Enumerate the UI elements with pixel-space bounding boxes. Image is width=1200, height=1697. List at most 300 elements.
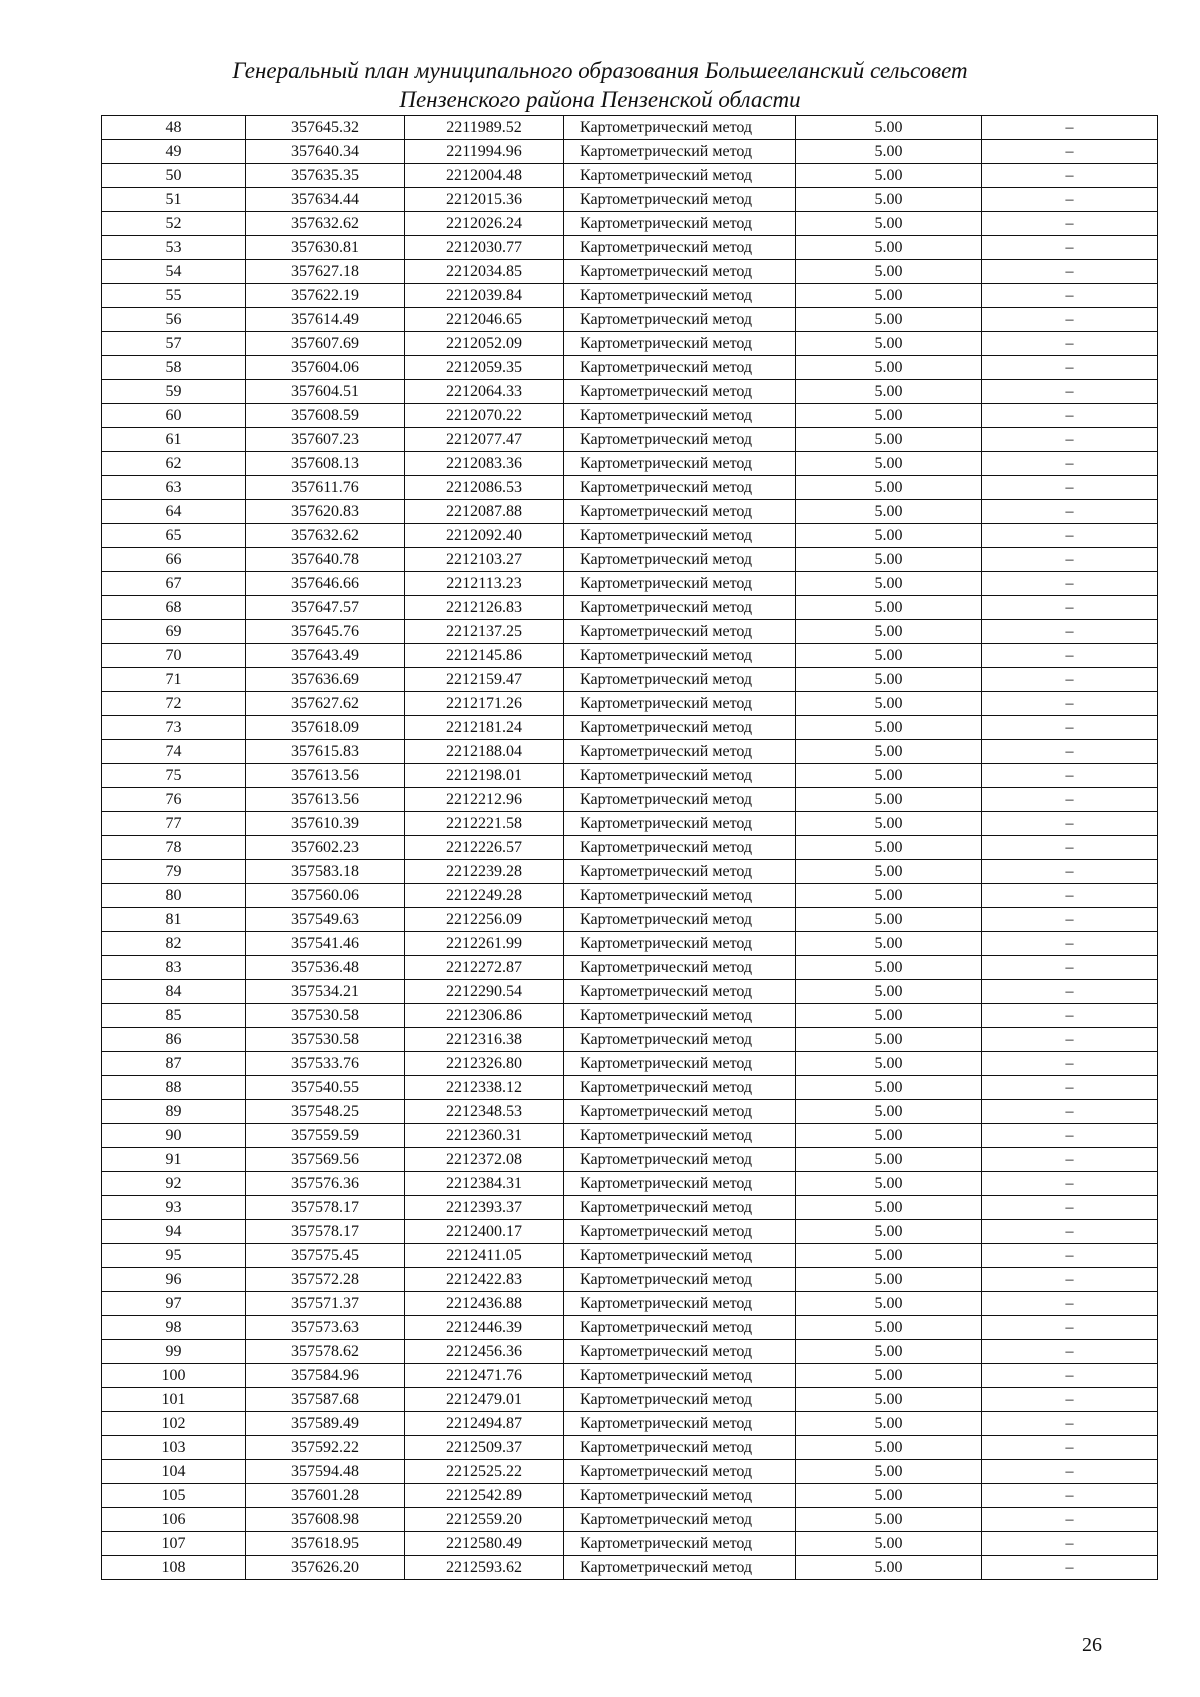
y-coordinate-cell: 2212436.88 <box>405 1292 564 1316</box>
accuracy-cell: 5.00 <box>796 332 982 356</box>
point-number-cell: 52 <box>102 212 246 236</box>
y-coordinate-cell: 2212256.09 <box>405 908 564 932</box>
method-cell: Картометрический метод <box>564 332 796 356</box>
method-cell: Картометрический метод <box>564 620 796 644</box>
point-number-cell: 97 <box>102 1292 246 1316</box>
accuracy-cell: 5.00 <box>796 380 982 404</box>
x-coordinate-cell: 357615.83 <box>246 740 405 764</box>
x-coordinate-cell: 357647.57 <box>246 596 405 620</box>
method-cell: Картометрический метод <box>564 524 796 548</box>
note-cell: – <box>982 1364 1158 1388</box>
method-cell: Картометрический метод <box>564 1028 796 1052</box>
note-cell: – <box>982 692 1158 716</box>
point-number-cell: 54 <box>102 260 246 284</box>
point-number-cell: 99 <box>102 1340 246 1364</box>
x-coordinate-cell: 357632.62 <box>246 524 405 548</box>
table-row <box>102 860 1158 884</box>
y-coordinate-cell: 2212034.85 <box>405 260 564 284</box>
note-cell: – <box>982 1484 1158 1508</box>
y-coordinate-cell: 2212411.05 <box>405 1244 564 1268</box>
accuracy-cell: 5.00 <box>796 956 982 980</box>
x-coordinate-cell: 357645.76 <box>246 620 405 644</box>
point-number-cell: 102 <box>102 1412 246 1436</box>
accuracy-cell: 5.00 <box>796 116 982 140</box>
accuracy-cell: 5.00 <box>796 860 982 884</box>
method-cell: Картометрический метод <box>564 572 796 596</box>
accuracy-cell: 5.00 <box>796 572 982 596</box>
accuracy-cell: 5.00 <box>796 308 982 332</box>
point-number-cell: 67 <box>102 572 246 596</box>
table-row <box>102 644 1158 668</box>
point-number-cell: 64 <box>102 500 246 524</box>
y-coordinate-cell: 2212083.36 <box>405 452 564 476</box>
note-cell: – <box>982 1532 1158 1556</box>
point-number-cell: 105 <box>102 1484 246 1508</box>
x-coordinate-cell: 357640.78 <box>246 548 405 572</box>
accuracy-cell: 5.00 <box>796 1196 982 1220</box>
table-row <box>102 1076 1158 1100</box>
method-cell: Картометрический метод <box>564 1052 796 1076</box>
x-coordinate-cell: 357583.18 <box>246 860 405 884</box>
method-cell: Картометрический метод <box>564 1076 796 1100</box>
x-coordinate-cell: 357571.37 <box>246 1292 405 1316</box>
point-number-cell: 88 <box>102 1076 246 1100</box>
table-row <box>102 956 1158 980</box>
point-number-cell: 48 <box>102 116 246 140</box>
accuracy-cell: 5.00 <box>796 1508 982 1532</box>
x-coordinate-cell: 357645.32 <box>246 116 405 140</box>
method-cell: Картометрический метод <box>564 1100 796 1124</box>
table-row <box>102 236 1158 260</box>
method-cell: Картометрический метод <box>564 164 796 188</box>
point-number-cell: 75 <box>102 764 246 788</box>
accuracy-cell: 5.00 <box>796 1028 982 1052</box>
note-cell: – <box>982 860 1158 884</box>
note-cell: – <box>982 524 1158 548</box>
method-cell: Картометрический метод <box>564 1124 796 1148</box>
table-row <box>102 1100 1158 1124</box>
x-coordinate-cell: 357589.49 <box>246 1412 405 1436</box>
point-number-cell: 95 <box>102 1244 246 1268</box>
note-cell: – <box>982 1220 1158 1244</box>
y-coordinate-cell: 2212542.89 <box>405 1484 564 1508</box>
y-coordinate-cell: 2212338.12 <box>405 1076 564 1100</box>
x-coordinate-cell: 357578.17 <box>246 1220 405 1244</box>
accuracy-cell: 5.00 <box>796 236 982 260</box>
point-number-cell: 51 <box>102 188 246 212</box>
x-coordinate-cell: 357611.76 <box>246 476 405 500</box>
point-number-cell: 90 <box>102 1124 246 1148</box>
method-cell: Картометрический метод <box>564 404 796 428</box>
table-row <box>102 1436 1158 1460</box>
method-cell: Картометрический метод <box>564 1484 796 1508</box>
note-cell: – <box>982 1388 1158 1412</box>
accuracy-cell: 5.00 <box>796 140 982 164</box>
accuracy-cell: 5.00 <box>796 692 982 716</box>
accuracy-cell: 5.00 <box>796 1388 982 1412</box>
header-title-line-2: Пензенского района Пензенской области <box>399 87 801 112</box>
y-coordinate-cell: 2212064.33 <box>405 380 564 404</box>
y-coordinate-cell: 2212004.48 <box>405 164 564 188</box>
y-coordinate-cell: 2212039.84 <box>405 284 564 308</box>
x-coordinate-cell: 357643.49 <box>246 644 405 668</box>
accuracy-cell: 5.00 <box>796 452 982 476</box>
table-row <box>102 932 1158 956</box>
table-row <box>102 188 1158 212</box>
point-number-cell: 101 <box>102 1388 246 1412</box>
point-number-cell: 92 <box>102 1172 246 1196</box>
method-cell: Картометрический метод <box>564 116 796 140</box>
point-number-cell: 79 <box>102 860 246 884</box>
accuracy-cell: 5.00 <box>796 1244 982 1268</box>
method-cell: Картометрический метод <box>564 788 796 812</box>
y-coordinate-cell: 2212494.87 <box>405 1412 564 1436</box>
table-row <box>102 1148 1158 1172</box>
x-coordinate-cell: 357578.62 <box>246 1340 405 1364</box>
note-cell: – <box>982 572 1158 596</box>
point-number-cell: 103 <box>102 1436 246 1460</box>
table-row <box>102 764 1158 788</box>
note-cell: – <box>982 188 1158 212</box>
note-cell: – <box>982 1004 1158 1028</box>
point-number-cell: 98 <box>102 1316 246 1340</box>
x-coordinate-cell: 357607.69 <box>246 332 405 356</box>
x-coordinate-cell: 357534.21 <box>246 980 405 1004</box>
accuracy-cell: 5.00 <box>796 1436 982 1460</box>
accuracy-cell: 5.00 <box>796 788 982 812</box>
y-coordinate-cell: 2212159.47 <box>405 668 564 692</box>
x-coordinate-cell: 357540.55 <box>246 1076 405 1100</box>
note-cell: – <box>982 956 1158 980</box>
table-row <box>102 1532 1158 1556</box>
method-cell: Картометрический метод <box>564 668 796 692</box>
method-cell: Картометрический метод <box>564 956 796 980</box>
table-row <box>102 596 1158 620</box>
method-cell: Картометрический метод <box>564 380 796 404</box>
method-cell: Картометрический метод <box>564 740 796 764</box>
method-cell: Картометрический метод <box>564 140 796 164</box>
accuracy-cell: 5.00 <box>796 620 982 644</box>
x-coordinate-cell: 357592.22 <box>246 1436 405 1460</box>
point-number-cell: 57 <box>102 332 246 356</box>
accuracy-cell: 5.00 <box>796 164 982 188</box>
method-cell: Картометрический метод <box>564 1388 796 1412</box>
y-coordinate-cell: 2212384.31 <box>405 1172 564 1196</box>
accuracy-cell: 5.00 <box>796 1172 982 1196</box>
document-header <box>100 56 1100 114</box>
method-cell: Картометрический метод <box>564 812 796 836</box>
accuracy-cell: 5.00 <box>796 836 982 860</box>
x-coordinate-cell: 357575.45 <box>246 1244 405 1268</box>
point-number-cell: 94 <box>102 1220 246 1244</box>
y-coordinate-cell: 2212087.88 <box>405 500 564 524</box>
method-cell: Картометрический метод <box>564 1556 796 1580</box>
method-cell: Картометрический метод <box>564 1364 796 1388</box>
point-number-cell: 80 <box>102 884 246 908</box>
note-cell: – <box>982 740 1158 764</box>
table-row <box>102 1196 1158 1220</box>
method-cell: Картометрический метод <box>564 1460 796 1484</box>
point-number-cell: 53 <box>102 236 246 260</box>
x-coordinate-cell: 357573.63 <box>246 1316 405 1340</box>
x-coordinate-cell: 357608.59 <box>246 404 405 428</box>
x-coordinate-cell: 357601.28 <box>246 1484 405 1508</box>
method-cell: Картометрический метод <box>564 1196 796 1220</box>
accuracy-cell: 5.00 <box>796 500 982 524</box>
point-number-cell: 60 <box>102 404 246 428</box>
note-cell: – <box>982 476 1158 500</box>
method-cell: Картометрический метод <box>564 260 796 284</box>
method-cell: Картометрический метод <box>564 1292 796 1316</box>
accuracy-cell: 5.00 <box>796 1268 982 1292</box>
note-cell: – <box>982 1436 1158 1460</box>
table-row <box>102 1172 1158 1196</box>
note-cell: – <box>982 236 1158 260</box>
coordinates-table <box>101 115 1158 1580</box>
table-row <box>102 1556 1158 1580</box>
point-number-cell: 65 <box>102 524 246 548</box>
y-coordinate-cell: 2212360.31 <box>405 1124 564 1148</box>
y-coordinate-cell: 2212446.39 <box>405 1316 564 1340</box>
y-coordinate-cell: 2212348.53 <box>405 1100 564 1124</box>
accuracy-cell: 5.00 <box>796 260 982 284</box>
note-cell: – <box>982 716 1158 740</box>
method-cell: Картометрический метод <box>564 764 796 788</box>
point-number-cell: 89 <box>102 1100 246 1124</box>
x-coordinate-cell: 357541.46 <box>246 932 405 956</box>
method-cell: Картометрический метод <box>564 1532 796 1556</box>
x-coordinate-cell: 357607.23 <box>246 428 405 452</box>
y-coordinate-cell: 2212026.24 <box>405 212 564 236</box>
accuracy-cell: 5.00 <box>796 764 982 788</box>
table-row <box>102 308 1158 332</box>
point-number-cell: 96 <box>102 1268 246 1292</box>
accuracy-cell: 5.00 <box>796 188 982 212</box>
note-cell: – <box>982 644 1158 668</box>
x-coordinate-cell: 357622.19 <box>246 284 405 308</box>
accuracy-cell: 5.00 <box>796 908 982 932</box>
y-coordinate-cell: 2212456.36 <box>405 1340 564 1364</box>
y-coordinate-cell: 2212290.54 <box>405 980 564 1004</box>
table-row <box>102 116 1158 140</box>
point-number-cell: 59 <box>102 380 246 404</box>
y-coordinate-cell: 2212077.47 <box>405 428 564 452</box>
method-cell: Картометрический метод <box>564 236 796 260</box>
method-cell: Картометрический метод <box>564 452 796 476</box>
method-cell: Картометрический метод <box>564 1508 796 1532</box>
x-coordinate-cell: 357548.25 <box>246 1100 405 1124</box>
x-coordinate-cell: 357640.34 <box>246 140 405 164</box>
note-cell: – <box>982 1100 1158 1124</box>
method-cell: Картометрический метод <box>564 1004 796 1028</box>
point-number-cell: 72 <box>102 692 246 716</box>
point-number-cell: 106 <box>102 1508 246 1532</box>
note-cell: – <box>982 452 1158 476</box>
x-coordinate-cell: 357626.20 <box>246 1556 405 1580</box>
point-number-cell: 49 <box>102 140 246 164</box>
point-number-cell: 100 <box>102 1364 246 1388</box>
note-cell: – <box>982 140 1158 164</box>
note-cell: – <box>982 1172 1158 1196</box>
table-row <box>102 620 1158 644</box>
y-coordinate-cell: 2212372.08 <box>405 1148 564 1172</box>
table-row <box>102 836 1158 860</box>
note-cell: – <box>982 1292 1158 1316</box>
note-cell: – <box>982 1124 1158 1148</box>
point-number-cell: 71 <box>102 668 246 692</box>
accuracy-cell: 5.00 <box>796 596 982 620</box>
table-row <box>102 1412 1158 1436</box>
y-coordinate-cell: 2212103.27 <box>405 548 564 572</box>
method-cell: Картометрический метод <box>564 1436 796 1460</box>
method-cell: Картометрический метод <box>564 356 796 380</box>
method-cell: Картометрический метод <box>564 1268 796 1292</box>
table-row <box>102 356 1158 380</box>
x-coordinate-cell: 357608.98 <box>246 1508 405 1532</box>
point-number-cell: 70 <box>102 644 246 668</box>
note-cell: – <box>982 332 1158 356</box>
y-coordinate-cell: 2212593.62 <box>405 1556 564 1580</box>
point-number-cell: 104 <box>102 1460 246 1484</box>
point-number-cell: 58 <box>102 356 246 380</box>
y-coordinate-cell: 2212249.28 <box>405 884 564 908</box>
method-cell: Картометрический метод <box>564 596 796 620</box>
x-coordinate-cell: 357533.76 <box>246 1052 405 1076</box>
accuracy-cell: 5.00 <box>796 1316 982 1340</box>
table-row <box>102 1340 1158 1364</box>
y-coordinate-cell: 2212393.37 <box>405 1196 564 1220</box>
note-cell: – <box>982 260 1158 284</box>
y-coordinate-cell: 2212580.49 <box>405 1532 564 1556</box>
method-cell: Картометрический метод <box>564 308 796 332</box>
point-number-cell: 82 <box>102 932 246 956</box>
y-coordinate-cell: 2212221.58 <box>405 812 564 836</box>
y-coordinate-cell: 2212015.36 <box>405 188 564 212</box>
x-coordinate-cell: 357630.81 <box>246 236 405 260</box>
y-coordinate-cell: 2212226.57 <box>405 836 564 860</box>
note-cell: – <box>982 1460 1158 1484</box>
table-row <box>102 1220 1158 1244</box>
coordinates-table-body <box>102 116 1158 1580</box>
x-coordinate-cell: 357572.28 <box>246 1268 405 1292</box>
table-row <box>102 548 1158 572</box>
x-coordinate-cell: 357620.83 <box>246 500 405 524</box>
method-cell: Картометрический метод <box>564 932 796 956</box>
table-row <box>102 212 1158 236</box>
note-cell: – <box>982 980 1158 1004</box>
accuracy-cell: 5.00 <box>796 212 982 236</box>
note-cell: – <box>982 116 1158 140</box>
y-coordinate-cell: 2212559.20 <box>405 1508 564 1532</box>
accuracy-cell: 5.00 <box>796 1532 982 1556</box>
note-cell: – <box>982 404 1158 428</box>
point-number-cell: 78 <box>102 836 246 860</box>
point-number-cell: 85 <box>102 1004 246 1028</box>
x-coordinate-cell: 357604.06 <box>246 356 405 380</box>
accuracy-cell: 5.00 <box>796 1556 982 1580</box>
table-row <box>102 284 1158 308</box>
note-cell: – <box>982 380 1158 404</box>
y-coordinate-cell: 2211989.52 <box>405 116 564 140</box>
accuracy-cell: 5.00 <box>796 1412 982 1436</box>
y-coordinate-cell: 2212471.76 <box>405 1364 564 1388</box>
accuracy-cell: 5.00 <box>796 1484 982 1508</box>
x-coordinate-cell: 357627.62 <box>246 692 405 716</box>
note-cell: – <box>982 284 1158 308</box>
note-cell: – <box>982 1148 1158 1172</box>
y-coordinate-cell: 2212239.28 <box>405 860 564 884</box>
x-coordinate-cell: 357587.68 <box>246 1388 405 1412</box>
note-cell: – <box>982 500 1158 524</box>
note-cell: – <box>982 1076 1158 1100</box>
method-cell: Картометрический метод <box>564 860 796 884</box>
y-coordinate-cell: 2212198.01 <box>405 764 564 788</box>
y-coordinate-cell: 2212400.17 <box>405 1220 564 1244</box>
point-number-cell: 62 <box>102 452 246 476</box>
method-cell: Картометрический метод <box>564 188 796 212</box>
point-number-cell: 86 <box>102 1028 246 1052</box>
accuracy-cell: 5.00 <box>796 428 982 452</box>
x-coordinate-cell: 357560.06 <box>246 884 405 908</box>
note-cell: – <box>982 620 1158 644</box>
accuracy-cell: 5.00 <box>796 1460 982 1484</box>
point-number-cell: 61 <box>102 428 246 452</box>
method-cell: Картометрический метод <box>564 428 796 452</box>
table-row <box>102 1484 1158 1508</box>
method-cell: Картометрический метод <box>564 980 796 1004</box>
y-coordinate-cell: 2212046.65 <box>405 308 564 332</box>
accuracy-cell: 5.00 <box>796 1220 982 1244</box>
y-coordinate-cell: 2212272.87 <box>405 956 564 980</box>
accuracy-cell: 5.00 <box>796 284 982 308</box>
accuracy-cell: 5.00 <box>796 980 982 1004</box>
accuracy-cell: 5.00 <box>796 884 982 908</box>
accuracy-cell: 5.00 <box>796 356 982 380</box>
table-row <box>102 1460 1158 1484</box>
x-coordinate-cell: 357604.51 <box>246 380 405 404</box>
x-coordinate-cell: 357530.58 <box>246 1028 405 1052</box>
table-row <box>102 716 1158 740</box>
y-coordinate-cell: 2212145.86 <box>405 644 564 668</box>
accuracy-cell: 5.00 <box>796 1076 982 1100</box>
note-cell: – <box>982 668 1158 692</box>
table-row <box>102 524 1158 548</box>
point-number-cell: 73 <box>102 716 246 740</box>
method-cell: Картометрический метод <box>564 1220 796 1244</box>
method-cell: Картометрический метод <box>564 884 796 908</box>
table-row <box>102 476 1158 500</box>
note-cell: – <box>982 1340 1158 1364</box>
table-row <box>102 404 1158 428</box>
method-cell: Картометрический метод <box>564 1340 796 1364</box>
y-coordinate-cell: 2212306.86 <box>405 1004 564 1028</box>
point-number-cell: 50 <box>102 164 246 188</box>
accuracy-cell: 5.00 <box>796 1004 982 1028</box>
accuracy-cell: 5.00 <box>796 644 982 668</box>
x-coordinate-cell: 357569.56 <box>246 1148 405 1172</box>
method-cell: Картометрический метод <box>564 836 796 860</box>
x-coordinate-cell: 357594.48 <box>246 1460 405 1484</box>
table-row <box>102 1388 1158 1412</box>
table-row <box>102 1124 1158 1148</box>
x-coordinate-cell: 357634.44 <box>246 188 405 212</box>
note-cell: – <box>982 836 1158 860</box>
method-cell: Картометрический метод <box>564 284 796 308</box>
table-row <box>102 1052 1158 1076</box>
accuracy-cell: 5.00 <box>796 716 982 740</box>
note-cell: – <box>982 356 1158 380</box>
method-cell: Картометрический метод <box>564 644 796 668</box>
